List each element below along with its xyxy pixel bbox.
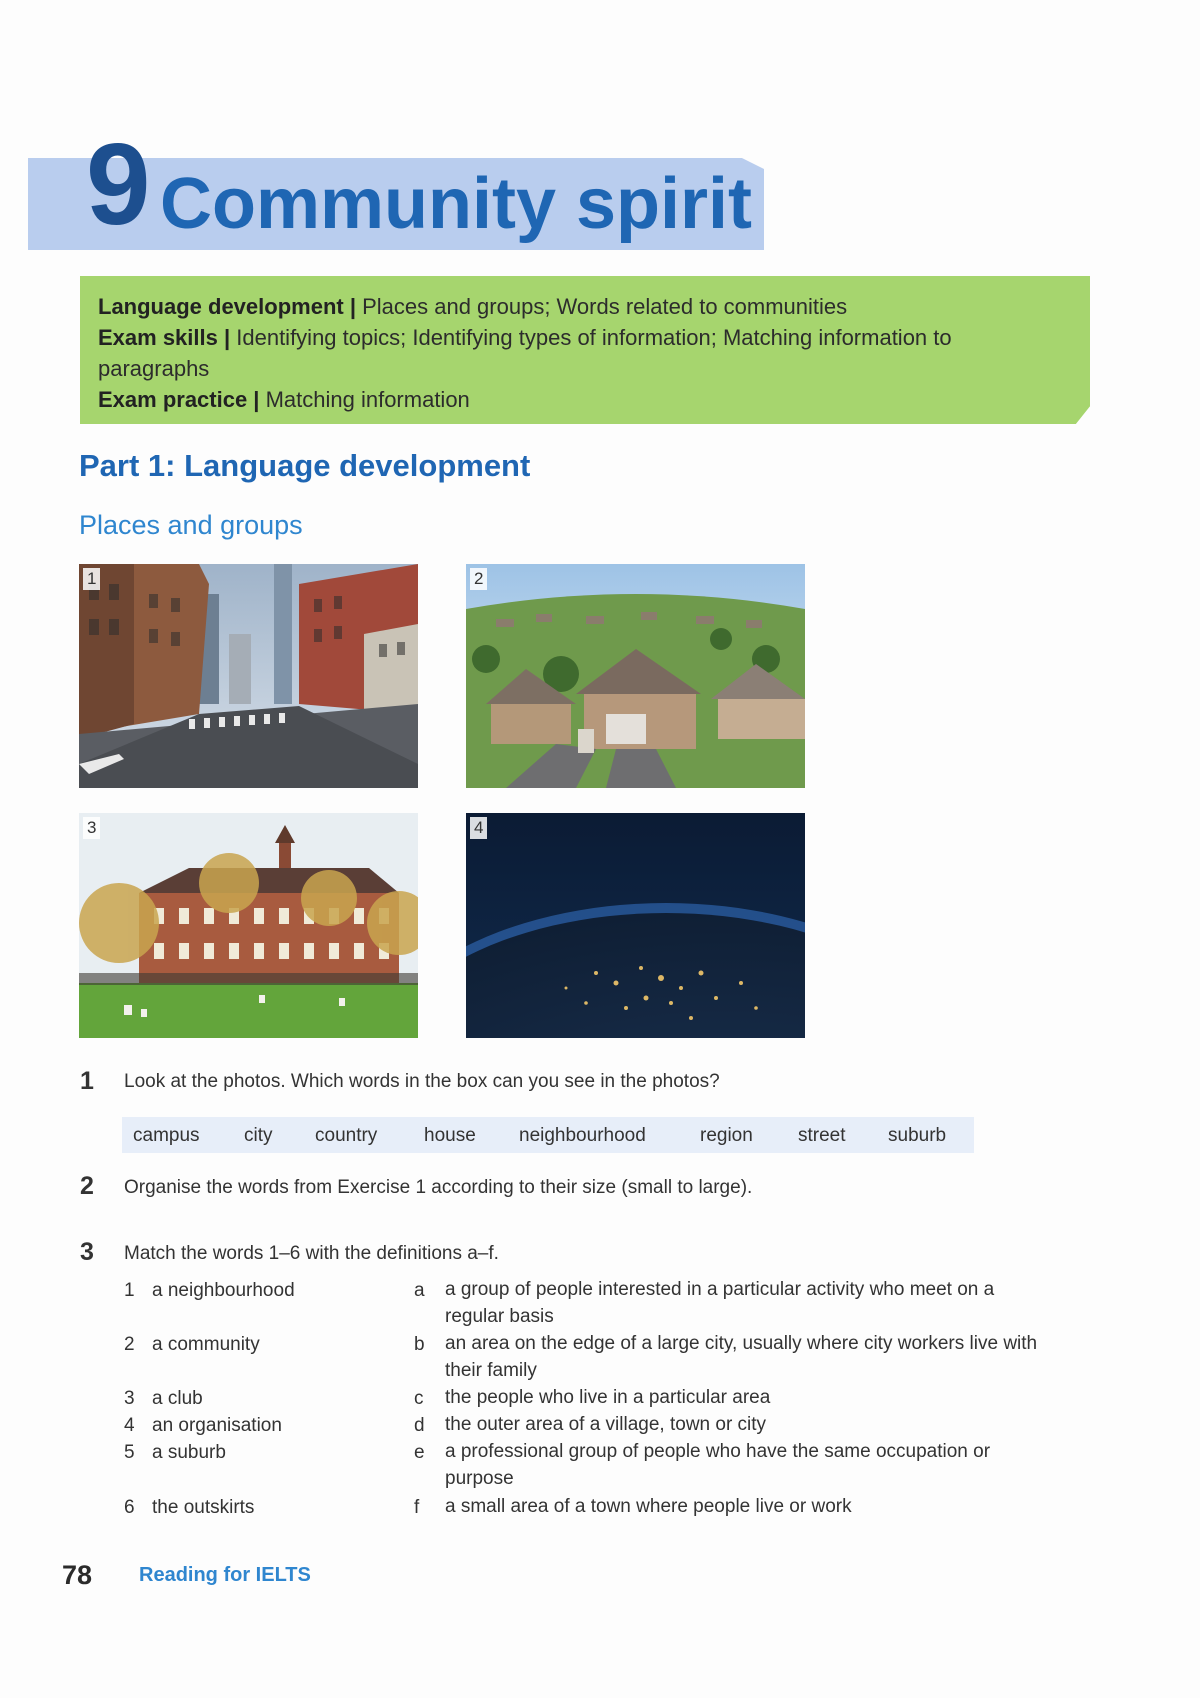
unit-number: 9 [86,119,147,249]
word-box-item: country [315,1125,378,1146]
exercise-1-number: 1 [80,1067,94,1095]
photo-3-label: 3 [83,817,100,839]
definition-text: the people who live in a particular area [445,1387,771,1408]
definition-letter: a [414,1280,425,1301]
definition-text: a group of people interested in a particular activity who meet on a regular basis [445,1279,995,1327]
match-word-number: 4 [124,1415,135,1436]
unit-title: Community spirit [160,164,753,244]
exercise-2-number: 2 [80,1172,94,1200]
match-word: a suburb [152,1442,226,1463]
summary-language-text: Places and groups; Words related to communities [355,294,848,319]
photo-2-label: 2 [470,568,487,590]
exercise-1-instruction: Look at the photos. Which words in the box can you see in the photos? [124,1071,720,1092]
summary-language-line [98,294,847,320]
match-word-number: 2 [124,1334,135,1355]
match-word: a neighbourhood [152,1280,295,1301]
match-word: an organisation [152,1415,282,1436]
match-word: a club [152,1388,203,1409]
word-box-item: region [700,1125,753,1146]
summary-practice-text: Matching information [259,387,470,412]
definition-text: the outer area of a village, town or city [445,1414,767,1435]
definition-text: an area on the edge of a large city, usually where city workers live with their family [445,1333,1038,1381]
photo-4-label: 4 [470,817,487,839]
definition-letter: c [414,1388,424,1409]
definition-letter: b [414,1334,425,1355]
definition-letter: e [414,1442,425,1463]
summary-practice-line [98,387,470,413]
word-box-item: campus [133,1125,200,1146]
summary-skills-text: Identifying topics; Identifying types of information; Matching information to [230,325,952,350]
match-word-number: 5 [124,1442,135,1463]
exercise-2-instruction: Organise the words from Exercise 1 according to their size (small to large). [124,1177,753,1198]
photo-1-label: 1 [83,568,100,590]
section-heading: Places and groups [79,510,303,540]
match-word: a community [152,1334,260,1355]
definition-text: a professional group of people who have the same occupation or purpose [445,1441,991,1489]
definition-letter: f [414,1497,420,1518]
word-box-item: neighbourhood [519,1125,646,1146]
match-word-number: 6 [124,1497,135,1518]
photo-city-street [79,564,418,788]
exercise-3-instruction: Match the words 1–6 with the definitions a–f. [124,1243,499,1264]
page-number: 78 [62,1560,93,1590]
summary-practice-label: Exam practice | [98,387,260,412]
summary-skills-label: Exam skills | [98,325,231,350]
photo-earth-at-night [466,813,805,1038]
definition-letter: d [414,1415,425,1436]
photo-campus [79,813,418,1038]
match-word-number: 3 [124,1388,135,1409]
word-box-item: suburb [888,1125,947,1146]
part-heading: Part 1: Language development [79,448,531,483]
definition-text: a small area of a town where people live or work [445,1496,852,1517]
exercise-3-number: 3 [80,1238,94,1266]
match-word: the outskirts [152,1497,255,1518]
word-box-item: city [244,1125,273,1146]
match-word-number: 1 [124,1280,135,1301]
summary-language-label: Language development | [98,294,356,319]
book-title: Reading for IELTS [139,1564,311,1586]
summary-skills-line [98,325,952,351]
summary-skills-line-2: paragraphs [98,356,210,381]
word-box-item: street [798,1125,846,1146]
photo-suburb [466,564,805,788]
word-box-item: house [424,1125,476,1146]
